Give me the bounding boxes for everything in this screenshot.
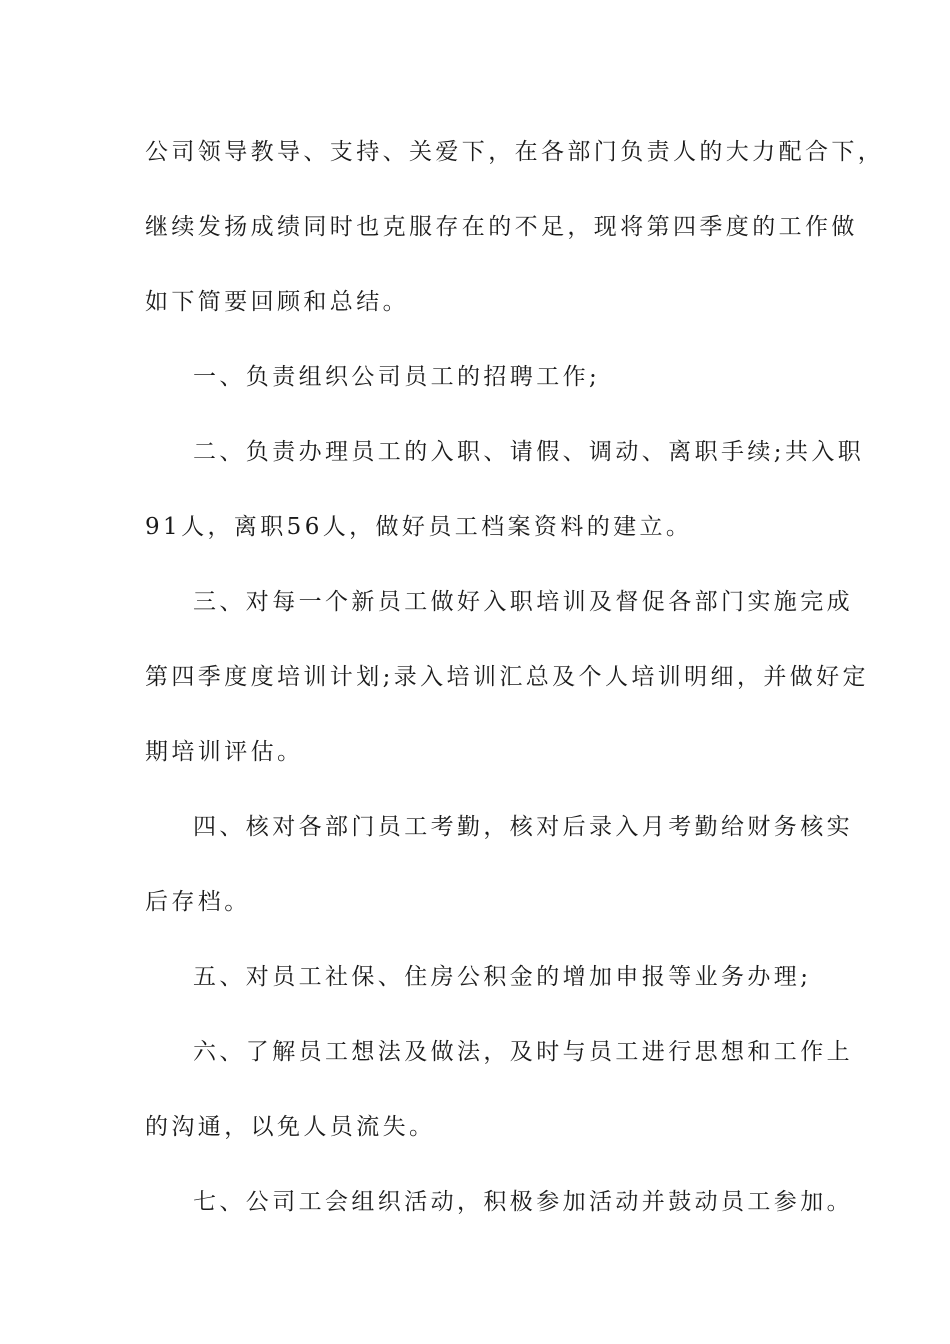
- list-item-5: 五、对员工社保、住房公积金的增加申报等业务办理;: [193, 964, 812, 990]
- list-item-2: 二、负责办理员工的入职、请假、调动、离职手续;共入职: [193, 439, 865, 465]
- list-item-3-continued: 第四季度度培训计划;录入培训汇总及个人培训明细，并做好定: [145, 664, 869, 690]
- list-item-6: 六、了解员工想法及做法，及时与员工进行思想和工作上: [193, 1039, 853, 1065]
- list-item-2-continued: 91人，离职56人，做好员工档案资料的建立。: [145, 514, 693, 540]
- paragraph-line: 继续发扬成绩同时也克服存在的不足，现将第四季度的工作做: [145, 214, 858, 240]
- list-item-7: 七、公司工会组织活动，积极参加活动并鼓动员工参加。: [193, 1189, 853, 1215]
- list-item-3-continued: 期培训评估。: [145, 739, 304, 765]
- paragraph-line: 公司领导教导、支持、关爱下，在各部门负责人的大力配合下，: [145, 139, 885, 165]
- list-item-6-continued: 的沟通，以免人员流失。: [145, 1114, 436, 1140]
- list-item-4: 四、核对各部门员工考勤，核对后录入月考勤给财务核实: [193, 814, 853, 840]
- list-item-3: 三、对每一个新员工做好入职培训及督促各部门实施完成: [193, 589, 853, 615]
- list-item-4-continued: 后存档。: [145, 889, 251, 915]
- list-item-1: 一、负责组织公司员工的招聘工作;: [193, 364, 601, 390]
- paragraph-line: 如下简要回顾和总结。: [145, 289, 409, 315]
